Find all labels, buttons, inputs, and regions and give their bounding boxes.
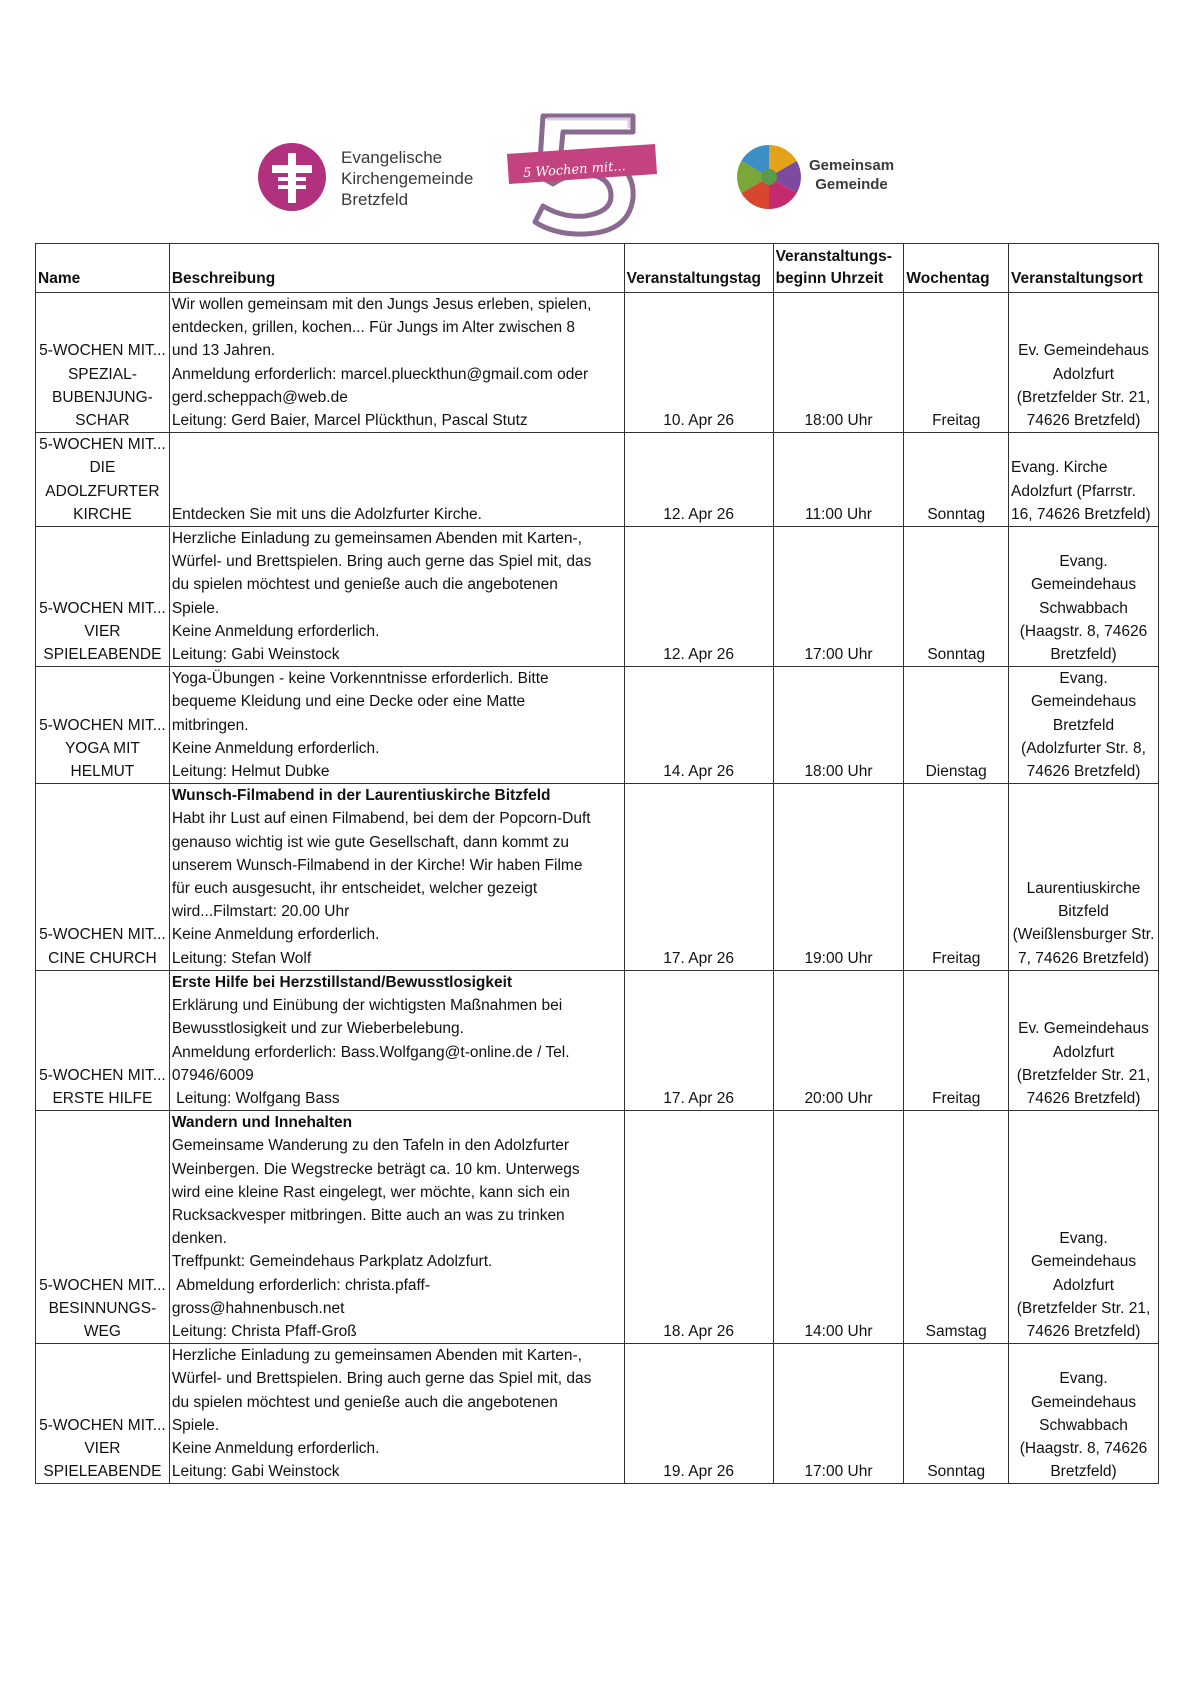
event-description-line: Abmeldung erforderlich: christa.pfaff- bbox=[171, 1276, 431, 1294]
event-location: Evang. Gemeindehaus Schwabbach (Haagstr. 8, 74626 Bretzfeld) bbox=[1009, 527, 1159, 667]
event-description-line: Erklärung und Einübung der wichtigsten Maßnahmen bei bbox=[171, 997, 563, 1015]
event-time: 20:00 Uhr bbox=[773, 970, 904, 1110]
event-description-line: Yoga-Übungen - keine Vorkenntnisse erforderlich. Bitte bbox=[171, 670, 549, 688]
header-ort: Veranstaltungsort bbox=[1009, 244, 1159, 293]
church-name-line2: Kirchengemeinde bbox=[341, 169, 474, 188]
event-description-line: entdecken, grillen, kochen... Für Jungs im Alter zwischen 8 bbox=[171, 319, 576, 337]
event-description-line: Spiele. bbox=[171, 1416, 220, 1434]
event-description-line: Leitung: Gabi Weinstock bbox=[171, 1463, 340, 1481]
event-time: 17:00 Uhr bbox=[773, 1344, 904, 1484]
event-description bbox=[169, 1344, 624, 1484]
church-name-line3: Bretzfeld bbox=[341, 190, 409, 209]
event-time: 11:00 Uhr bbox=[773, 433, 904, 527]
event-description-line: genauso wichtig ist wie gute Gesellschaft, dann kommt zu bbox=[171, 833, 570, 851]
event-description-line: unserem Wunsch-Filmabend in der Kirche! Wir haben Filme bbox=[171, 856, 583, 874]
event-description-line: Leitung: Gabi Weinstock bbox=[171, 646, 340, 664]
event-description-line: Spiele. bbox=[171, 599, 220, 617]
header-veranstaltungstag: Veranstaltungstag bbox=[624, 244, 773, 293]
header-wochentag: Wochentag bbox=[904, 244, 1009, 293]
event-title: Wandern und Innehalten bbox=[171, 1114, 353, 1132]
event-time: 14:00 Uhr bbox=[773, 1111, 904, 1344]
community-logo bbox=[735, 143, 935, 215]
header-name: Name bbox=[36, 244, 170, 293]
table-row bbox=[36, 667, 1159, 784]
event-description bbox=[169, 970, 624, 1110]
event-description-line: denken. bbox=[171, 1230, 227, 1248]
cross-icon bbox=[258, 143, 326, 211]
table-row bbox=[36, 784, 1159, 971]
event-description-line: gerd.scheppach@web.de bbox=[171, 388, 348, 406]
event-description bbox=[169, 667, 624, 784]
banner-text: 5 Wochen mit... bbox=[522, 159, 627, 182]
event-name: 5-WOCHEN MIT... SPEZIAL-BUBENJUNG-SCHAR bbox=[36, 293, 170, 433]
table-row bbox=[36, 293, 1159, 433]
event-description-line: Entdecken Sie mit uns die Adolzfurter Kirche. bbox=[171, 505, 482, 523]
table-row bbox=[36, 970, 1159, 1110]
event-description-line: Keine Anmeldung erforderlich. bbox=[171, 1439, 380, 1457]
event-weekday: Freitag bbox=[904, 970, 1009, 1110]
event-description-line: wird...Filmstart: 20.00 Uhr bbox=[171, 903, 350, 921]
banner-icon bbox=[507, 144, 657, 184]
event-description-line: wird eine kleine Rast eingelegt, wer möchte, kann sich ein bbox=[171, 1183, 570, 1201]
event-date: 12. Apr 26 bbox=[624, 527, 773, 667]
event-description-line: Würfel- und Brettspielen. Bring auch gerne das Spiel mit, das bbox=[171, 553, 592, 571]
event-name: 5-WOCHEN MIT... VIER SPIELEABENDE bbox=[36, 527, 170, 667]
event-description bbox=[169, 527, 624, 667]
church-logo bbox=[258, 143, 488, 215]
header-uhrzeit-line1: Veranstaltungs- bbox=[775, 248, 892, 265]
event-weekday: Sonntag bbox=[904, 433, 1009, 527]
event-location: Ev. Gemeindehaus Adolzfurt (Bretzfelder Str. 21, 74626 Bretzfeld) bbox=[1009, 970, 1159, 1110]
event-location: Evang. Gemeindehaus Bretzfeld (Adolzfurter Str. 8, 74626 Bretzfeld) bbox=[1009, 667, 1159, 784]
event-description-line: Wir wollen gemeinsam mit den Jungs Jesus erleben, spielen, bbox=[171, 296, 592, 313]
event-description-line: für euch ausgesucht, ihr entscheidet, welcher gezeigt bbox=[171, 880, 538, 898]
event-description-line: Leitung: Gerd Baier, Marcel Plückthun, Pascal Stutz bbox=[171, 412, 528, 430]
event-description-line: Weinbergen. Die Wegstrecke beträgt ca. 10 km. Unterwegs bbox=[171, 1160, 580, 1178]
event-description-line: mitbringen. bbox=[171, 716, 249, 734]
event-time: 19:00 Uhr bbox=[773, 784, 904, 971]
event-weekday: Dienstag bbox=[904, 667, 1009, 784]
event-name: 5-WOCHEN MIT... DIE ADOLZFURTER KIRCHE bbox=[36, 433, 170, 527]
event-time: 18:00 Uhr bbox=[773, 667, 904, 784]
event-description-line: du spielen möchtest und genieße auch die angebotenen bbox=[171, 576, 558, 594]
event-name: 5-WOCHEN MIT... ERSTE HILFE bbox=[36, 970, 170, 1110]
event-description-line: und 13 Jahren. bbox=[171, 342, 276, 360]
event-description-line: Leitung: Wolfgang Bass bbox=[171, 1089, 340, 1107]
event-description-line: Leitung: Stefan Wolf bbox=[171, 949, 312, 967]
event-name: 5-WOCHEN MIT... YOGA MIT HELMUT bbox=[36, 667, 170, 784]
event-date: 17. Apr 26 bbox=[624, 784, 773, 971]
table-header-row bbox=[36, 244, 1159, 293]
event-description bbox=[169, 293, 624, 433]
event-time: 17:00 Uhr bbox=[773, 527, 904, 667]
event-date: 19. Apr 26 bbox=[624, 1344, 773, 1484]
event-description-line: du spielen möchtest und genieße auch die angebotenen bbox=[171, 1393, 558, 1411]
event-weekday: Sonntag bbox=[904, 527, 1009, 667]
event-description-line: Herzliche Einladung zu gemeinsamen Abenden mit Karten-, bbox=[171, 1347, 582, 1365]
event-description-line: Bewusstlosigkeit und zur Wieberbelebung. bbox=[171, 1020, 464, 1038]
event-description-line: Herzliche Einladung zu gemeinsamen Abenden mit Karten-, bbox=[171, 530, 582, 548]
event-weekday: Freitag bbox=[904, 784, 1009, 971]
event-description bbox=[169, 784, 624, 971]
puzzle-icon bbox=[735, 143, 803, 211]
event-location: Evang. Gemeindehaus Adolzfurt (Bretzfelder Str. 21, 74626 Bretzfeld) bbox=[1009, 1111, 1159, 1344]
event-location: Laurentiuskirche Bitzfeld (Weißlensburger Str. 7, 74626 Bretzfeld) bbox=[1009, 784, 1159, 971]
event-weekday: Samstag bbox=[904, 1111, 1009, 1344]
event-date: 18. Apr 26 bbox=[624, 1111, 773, 1344]
event-description-line: bequeme Kleidung und eine Decke oder eine Matte bbox=[171, 693, 526, 711]
event-name: 5-WOCHEN MIT... BESINNUNGS-WEG bbox=[36, 1111, 170, 1344]
event-description bbox=[169, 1111, 624, 1344]
event-description-line: Habt ihr Lust auf einen Filmabend, bei dem der Popcorn-Duft bbox=[171, 810, 591, 828]
events-table bbox=[35, 243, 1159, 1484]
event-weekday: Freitag bbox=[904, 293, 1009, 433]
event-location: Evang. Gemeindehaus Schwabbach (Haagstr. 8, 74626 Bretzfeld) bbox=[1009, 1344, 1159, 1484]
event-date: 10. Apr 26 bbox=[624, 293, 773, 433]
event-title: Wunsch-Filmabend in der Laurentiuskirche Bitzfeld bbox=[171, 787, 551, 805]
header-uhrzeit-line2: beginn Uhrzeit bbox=[775, 270, 884, 287]
table-row bbox=[36, 1344, 1159, 1484]
event-description-line: Keine Anmeldung erforderlich. bbox=[171, 926, 380, 944]
community-name-line2: Gemeinde bbox=[815, 176, 888, 193]
event-description-line: Keine Anmeldung erforderlich. bbox=[171, 739, 380, 757]
event-time: 18:00 Uhr bbox=[773, 293, 904, 433]
event-name: 5-WOCHEN MIT... VIER SPIELEABENDE bbox=[36, 1344, 170, 1484]
event-description-line: Anmeldung erforderlich: Bass.Wolfgang@t-online.de / Tel. bbox=[171, 1043, 570, 1061]
event-date: 12. Apr 26 bbox=[624, 433, 773, 527]
event-description-line: Würfel- und Brettspielen. Bring auch gerne das Spiel mit, das bbox=[171, 1370, 592, 1388]
event-name: 5-WOCHEN MIT... CINE CHURCH bbox=[36, 784, 170, 971]
header-beschreibung: Beschreibung bbox=[169, 244, 624, 293]
event-description-line: Treffpunkt: Gemeindehaus Parkplatz Adolzfurt. bbox=[171, 1253, 493, 1271]
table-row bbox=[36, 433, 1159, 527]
community-name-line1: Gemeinsam bbox=[809, 157, 895, 174]
event-title: Erste Hilfe bei Herzstillstand/Bewusstlosigkeit bbox=[171, 973, 513, 991]
event-description-line: gross@hahnenbusch.net bbox=[171, 1299, 345, 1317]
event-description-line: Gemeinsame Wanderung zu den Tafeln in den Adolzfurter bbox=[171, 1137, 570, 1155]
church-name bbox=[341, 147, 473, 210]
event-description-line: Anmeldung erforderlich: marcel.plueckthun@gmail.com oder bbox=[171, 365, 589, 383]
event-description-line: Rucksackvesper mitbringen. Bitte auch an was zu trinken bbox=[171, 1206, 565, 1224]
event-location: Evang. Kirche Adolzfurt (Pfarrstr. 16, 74626 Bretzfeld) bbox=[1009, 433, 1159, 527]
event-description-line: Leitung: Christa Pfaff-Groß bbox=[171, 1322, 357, 1340]
header-uhrzeit bbox=[773, 244, 904, 293]
event-date: 14. Apr 26 bbox=[624, 667, 773, 784]
five-weeks-logo bbox=[505, 110, 675, 240]
event-location: Ev. Gemeindehaus Adolzfurt (Bretzfelder Str. 21, 74626 Bretzfeld) bbox=[1009, 293, 1159, 433]
event-description-line: Leitung: Helmut Dubke bbox=[171, 763, 330, 781]
community-name bbox=[809, 156, 894, 194]
event-date: 17. Apr 26 bbox=[624, 970, 773, 1110]
event-description-line: Keine Anmeldung erforderlich. bbox=[171, 622, 380, 640]
event-weekday: Sonntag bbox=[904, 1344, 1009, 1484]
event-description bbox=[169, 433, 624, 527]
church-name-line1: Evangelische bbox=[341, 148, 443, 167]
table-row bbox=[36, 1111, 1159, 1344]
table-row bbox=[36, 527, 1159, 667]
event-description-line: 07946/6009 bbox=[171, 1066, 254, 1084]
